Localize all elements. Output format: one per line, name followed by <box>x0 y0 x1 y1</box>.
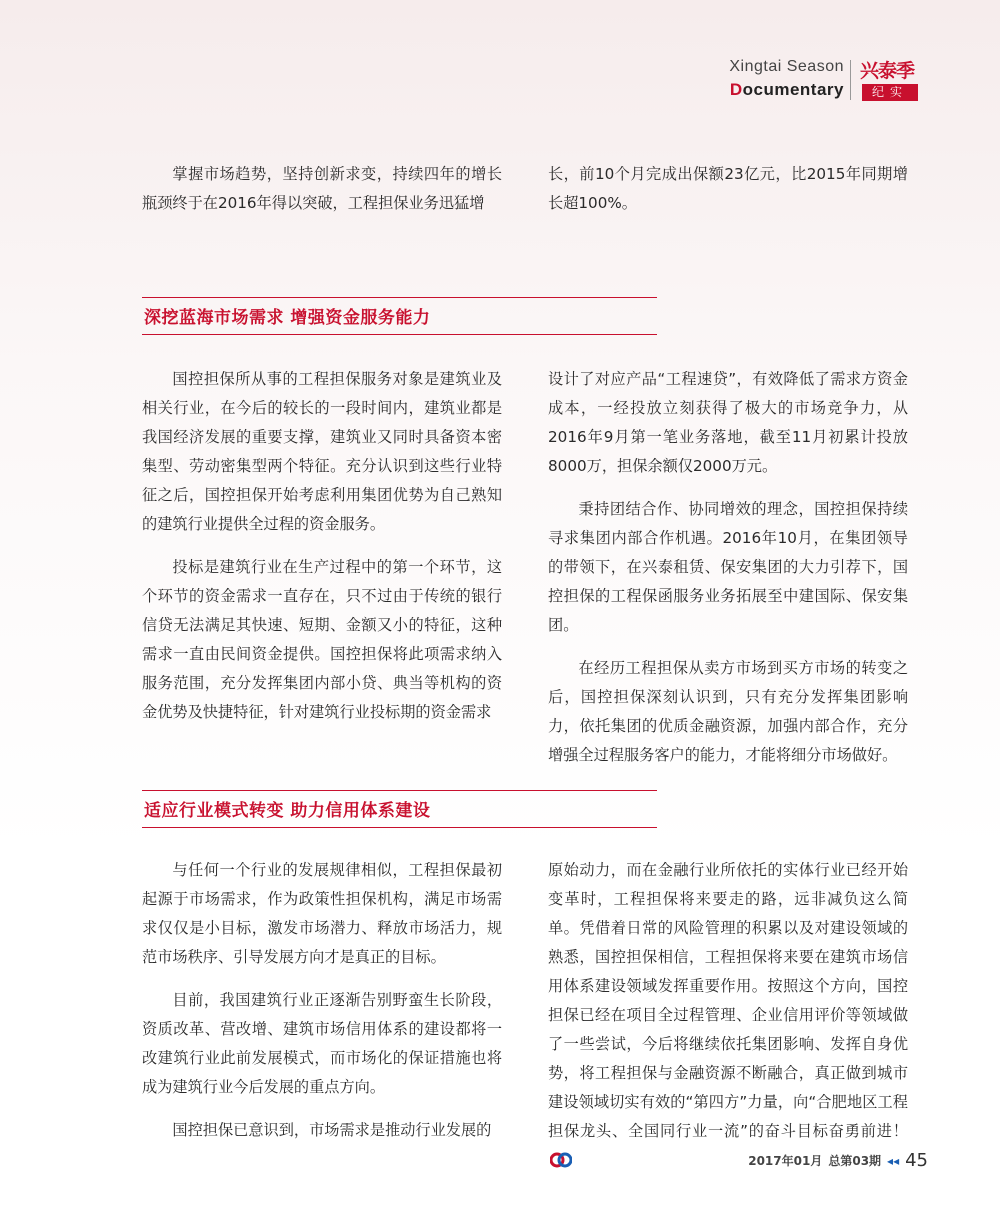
paragraph: 掌握市场趋势，坚持创新求变，持续四年的增长瓶颈终于在2016年得以突破，工程担保业务迅猛增 <box>142 165 502 212</box>
issue-number: 总第03期 <box>828 1154 882 1168</box>
header-section-name <box>729 80 844 100</box>
double-arrow-icon: ◂◂ <box>887 1154 900 1168</box>
section-title: 深挖蓝海市场需求 增强资金服务能力 <box>144 308 431 328</box>
paragraph: 设计了对应产品“工程速贷”，有效降低了需求方资金成本，一经投放立刻获得了极大的市场竞争力，从2016年9月第一笔业务落地，截至11月初累计投放8000万，担保余额仅2000万元。 <box>548 370 908 475</box>
intro-right-column <box>548 160 908 232</box>
paragraph: 投标是建筑行业在生产过程中的第一个环节，这个环节的资金需求一直存在，只不过由于传统的银行信贷无法满足其快速、短期、金额又小的特征，这种需求一直由民间资金提供。国控担保将此项需求纳入服务范围，充分发挥集团内部小贷、典当等机构的资金优势及快捷特征，针对建筑行业投标期的资金需求 <box>142 558 502 721</box>
paragraph: 目前，我国建筑行业正逐渐告别野蛮生长阶段，资质改革、营改增、建筑市场信用体系的建设都将一改建筑行业此前发展模式，而市场化的保证措施也将成为建筑行业今后发展的重点方向。 <box>142 991 502 1096</box>
paragraph: 与任何一个行业的发展规律相似，工程担保最初起源于市场需求，作为政策性担保机构，满足市场需求仅仅是小目标，激发市场潜力、释放市场活力，规范市场秩序、引导发展方向才是真正的目标。 <box>142 861 502 966</box>
paragraph: 国控担保已意识到，市场需求是推动行业发展的 <box>172 1121 492 1139</box>
header-section-rest: ocumentary <box>742 80 844 99</box>
page-footer <box>748 1150 928 1171</box>
section-badge: 纪实 <box>862 84 918 101</box>
paragraph: 秉持团结合作、协同增效的理念，国控担保持续寻求集团内部合作机遇。2016年10月，在集团领导的带领下，在兴泰租赁、保安集团的大力引荐下，国控担保的工程保函服务业务拓展至中建国际、保安集团。 <box>548 500 908 634</box>
header-section-initial: D <box>729 80 743 99</box>
header-english-title: Xingtai Season <box>729 58 844 75</box>
paragraph: 长，前10个月完成出保额23亿元，比2015年同期增长超100%。 <box>548 165 908 212</box>
section2-right-column <box>548 856 908 1189</box>
paragraph: 在经历工程担保从卖方市场到买方市场的转变之后，国控担保深刻认识到，只有充分发挥集团影响力，依托集团的优质金融资源，加强内部合作，充分增强全过程服务客户的能力，才能将细分市场做好。 <box>548 659 908 764</box>
paragraph-text: 原始动力，而在金融行业所依托的实体行业已经开始变革时，工程担保将来要走的路，远非减负这么简单。凭借着日常的风险管理的积累以及对建设领域的熟悉，国控担保相信，工程担保将来要在建筑市场信用体系建设领域发挥重要作用。按照这个方向，国控担保已经在项目全过程管理、企业信用评价等领域做了一些尝试，今后将继续依托集团影响、发挥自身优势，将工程担保与金融资源不断融合，真正做到城市建设领域切实有效的“第四方”力量，向“合肥地区工程担保龙头、全国同行业一流”的奋斗目标奋勇前进！ <box>548 861 908 1140</box>
intro-left-column <box>142 160 502 232</box>
section-heading-2 <box>142 790 657 828</box>
section2-left-column <box>142 856 502 1159</box>
header-divider <box>850 60 851 100</box>
section1-left-column <box>142 365 502 741</box>
magazine-logo: 兴泰季 <box>860 60 915 82</box>
page-number: 45 <box>905 1150 928 1171</box>
paragraph: 国控担保所从事的工程担保服务对象是建筑业及相关行业，在今后的较长的一段时间内，建筑业都是我国经济发展的重要支撑，建筑业又同时具备资本密集型、劳动密集型两个特征。充分认识到这些行业特征之后，国控担保开始考虑利用集团优势为自己熟知的建筑行业提供全过程的资金服务。 <box>142 370 502 533</box>
end-mark-icon <box>550 1152 572 1168</box>
section-title: 适应行业模式转变 助力信用体系建设 <box>144 801 431 821</box>
issue-date: 2017年01月 <box>748 1154 823 1168</box>
paragraph <box>548 856 908 1175</box>
section-heading-1 <box>142 297 657 335</box>
magazine-header <box>729 58 844 100</box>
section1-right-column <box>548 365 908 784</box>
